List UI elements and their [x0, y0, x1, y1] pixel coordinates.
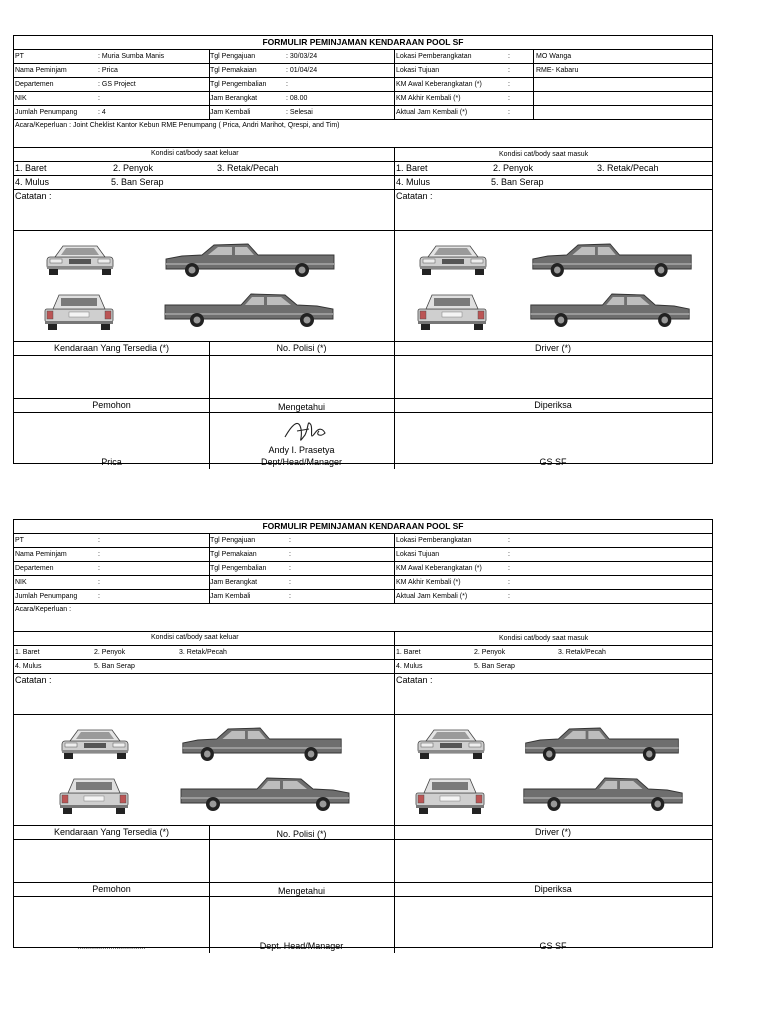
label-jam-berangkat: Jam Berangkat: [210, 579, 258, 586]
label-jam-kembali: Jam Kembali: [210, 109, 251, 116]
car-side-view-right[interactable]: [527, 289, 693, 331]
approval-labels-row: [14, 399, 712, 413]
label-tgl-pengajuan: Tgl Pengajuan: [210, 53, 256, 60]
signature-row: [14, 413, 712, 469]
colon: :: [508, 537, 510, 544]
kondisi-options-row-2: [14, 660, 712, 674]
colon: :: [508, 67, 510, 74]
vehicle-values-row: [14, 356, 712, 399]
car-side-view-right[interactable]: [177, 773, 353, 815]
car-rear-view[interactable]: [39, 291, 119, 331]
signature-row: [14, 897, 712, 953]
value-tgl-pengembalian[interactable]: :: [286, 81, 288, 88]
colon: :: [508, 95, 510, 102]
label-lokasi-tujuan: Lokasi Tujuan: [396, 551, 440, 558]
option-baret[interactable]: 1. Baret: [396, 649, 421, 656]
value-nik[interactable]: :: [98, 95, 100, 102]
pemohon-label: Pemohon: [92, 884, 131, 894]
car-front-view[interactable]: [412, 725, 490, 761]
option-ban-serap[interactable]: 5. Ban Serap: [94, 663, 135, 670]
label-jumlah-penumpang: Jumlah Penumpang: [15, 593, 78, 600]
info-row-nama: [14, 548, 712, 562]
value-tgl-pengajuan[interactable]: :: [289, 537, 291, 544]
car-side-view-right[interactable]: [520, 773, 686, 815]
form-title: FORMULIR PEMINJAMAN KENDARAAN POOL SF: [14, 36, 712, 50]
label-lokasi-tujuan: Lokasi Tujuan: [396, 67, 440, 74]
label-nik: NIK: [15, 579, 27, 586]
value-lokasi-pemberangkatan[interactable]: MO Wanga: [536, 53, 572, 60]
label-nik: NIK: [15, 95, 27, 102]
diperiksa-label: Diperiksa: [534, 884, 572, 894]
vehicle-values-row: [14, 840, 712, 883]
info-row-penumpang: [14, 106, 712, 120]
value-jam-berangkat[interactable]: : 08.00: [286, 95, 308, 102]
vehicle-diagram-row: [14, 715, 712, 826]
value-jam-berangkat[interactable]: :: [289, 579, 291, 586]
label-pt: PT: [15, 53, 24, 60]
car-rear-view[interactable]: [410, 775, 490, 815]
kondisi-header-row: [14, 148, 712, 162]
label-jumlah-penumpang: Jumlah Penumpang: [15, 109, 78, 116]
label-tgl-pengembalian: Tgl Pengembalian: [210, 81, 267, 88]
info-row-pt: [14, 534, 712, 548]
no-polisi-label: No. Polisi (*): [276, 343, 327, 353]
driver-label: Driver (*): [535, 343, 571, 353]
value-tgl-pengembalian[interactable]: :: [289, 565, 291, 572]
label-departemen: Departemen: [15, 81, 54, 88]
pemohon-signature-line[interactable]: ...................................: [77, 944, 146, 951]
car-front-view[interactable]: [41, 241, 119, 277]
info-row-departemen: [14, 562, 712, 576]
catatan-row: [14, 190, 712, 231]
kondisi-options-row-1: [14, 162, 712, 176]
option-ban-serap[interactable]: 5. Ban Serap: [491, 177, 544, 187]
kondisi-options-row-2: [14, 176, 712, 190]
option-mulus[interactable]: 4. Mulus: [396, 177, 431, 187]
vehicle-labels-row: [14, 826, 712, 840]
label-aktual-jam-kembali: Aktual Jam Kembali (*): [396, 109, 468, 116]
kondisi-keluar-label: Kondisi cat/body saat keluar: [151, 150, 239, 157]
label-nama-peminjam: Nama Peminjam: [15, 67, 67, 74]
dept-head-label: Dept. Head/Manager: [259, 941, 344, 951]
car-front-view[interactable]: [414, 241, 492, 277]
pemohon-label: Pemohon: [92, 400, 131, 410]
label-departemen: Departemen: [15, 565, 54, 572]
car-side-view[interactable]: [179, 723, 345, 763]
label-km-awal: KM Awal Keberangkatan (*): [396, 565, 482, 572]
kondisi-masuk-label: Kondisi cat/body saat masuk: [499, 635, 589, 642]
acara-keperluan[interactable]: Acara/Keperluan : Joint Cheklist Kantor Kebun RME Penumpang ( Prica, Andri Marihot, Qrespi, and Tim): [14, 120, 712, 148]
label-km-awal: KM Awal Keberangkatan (*): [396, 81, 482, 88]
option-mulus[interactable]: 4. Mulus: [396, 663, 423, 670]
label-km-akhir: KM Akhir Kembali (*): [396, 579, 461, 586]
car-side-view[interactable]: [529, 239, 695, 279]
kondisi-options-row-1: [14, 646, 712, 660]
label-tgl-pengajuan: Tgl Pengajuan: [210, 537, 256, 544]
option-penyok[interactable]: 2. Penyok: [113, 163, 154, 173]
option-baret[interactable]: 1. Baret: [396, 163, 428, 173]
catatan-keluar-label[interactable]: Catatan :: [15, 675, 52, 685]
catatan-keluar-label[interactable]: Catatan :: [15, 191, 52, 201]
signer-name: Andy I. Prasetya: [268, 445, 335, 455]
option-baret[interactable]: 1. Baret: [15, 163, 47, 173]
colon: :: [508, 565, 510, 572]
kendaraan-tersedia-label: Kendaraan Yang Tersedia (*): [53, 343, 170, 353]
colon: :: [508, 81, 510, 88]
colon: :: [508, 551, 510, 558]
mengetahui-label: Mengetahui: [277, 886, 326, 896]
value-pt[interactable]: : Muria Sumba Manis: [98, 53, 165, 60]
colon: :: [508, 593, 510, 600]
driver-label: Driver (*): [535, 827, 571, 837]
option-ban-serap[interactable]: 5. Ban Serap: [474, 663, 515, 670]
gs-sf-label: GS SF: [539, 457, 567, 467]
label-tgl-pemakaian: Tgl Pemakaian: [210, 551, 257, 558]
label-pt: PT: [15, 537, 24, 544]
value-departemen[interactable]: : GS Project: [98, 81, 136, 88]
value-tgl-pengajuan[interactable]: : 30/03/24: [286, 53, 318, 60]
catatan-row: [14, 674, 712, 715]
value-pt[interactable]: :: [98, 537, 100, 544]
option-penyok[interactable]: 2. Penyok: [493, 163, 534, 173]
catatan-masuk-label[interactable]: Catatan :: [396, 675, 433, 685]
form-title: FORMULIR PEMINJAMAN KENDARAAN POOL SF: [14, 520, 712, 534]
option-ban-serap[interactable]: 5. Ban Serap: [111, 177, 164, 187]
label-lokasi-pemberangkatan: Lokasi Pemberangkatan: [396, 53, 472, 60]
dept-head-label: Dept/Head/Manager: [260, 457, 343, 467]
value-jumlah-penumpang[interactable]: : 4: [98, 109, 106, 116]
label-nama-peminjam: Nama Peminjam: [15, 551, 67, 558]
value-jumlah-penumpang[interactable]: :: [98, 593, 100, 600]
vehicle-loan-form-filled: [13, 35, 713, 467]
info-row-nik: [14, 576, 712, 590]
value-departemen[interactable]: :: [98, 565, 100, 572]
label-aktual-jam-kembali: Aktual Jam Kembali (*): [396, 593, 468, 600]
colon: :: [508, 579, 510, 586]
car-side-view[interactable]: [162, 239, 338, 279]
diperiksa-label: Diperiksa: [534, 400, 572, 410]
label-km-akhir: KM Akhir Kembali (*): [396, 95, 461, 102]
option-penyok[interactable]: 2. Penyok: [474, 649, 506, 656]
info-row-nik: [14, 92, 712, 106]
vehicle-labels-row: [14, 342, 712, 356]
vehicle-loan-form-blank: [13, 519, 713, 951]
value-lokasi-tujuan[interactable]: RME- Kabaru: [536, 67, 579, 74]
label-jam-kembali: Jam Kembali: [210, 593, 251, 600]
car-side-view[interactable]: [522, 723, 682, 763]
car-side-view-right[interactable]: [161, 289, 337, 331]
acara-keperluan[interactable]: Acara/Keperluan :: [14, 604, 712, 632]
car-rear-view[interactable]: [412, 291, 492, 331]
catatan-masuk-label[interactable]: Catatan :: [396, 191, 433, 201]
kondisi-masuk-label: Kondisi cat/body saat masuk: [499, 151, 589, 158]
option-penyok[interactable]: 2. Penyok: [94, 649, 126, 656]
option-retak-pecah[interactable]: 3. Retak/Pecah: [217, 163, 279, 173]
colon: :: [508, 53, 510, 60]
info-row-nama: [14, 64, 712, 78]
option-retak-pecah[interactable]: 3. Retak/Pecah: [179, 649, 227, 656]
label-tgl-pengembalian: Tgl Pengembalian: [210, 565, 267, 572]
value-nama-peminjam[interactable]: :: [98, 551, 100, 558]
no-polisi-label: No. Polisi (*): [276, 829, 327, 839]
label-jam-berangkat: Jam Berangkat: [210, 95, 258, 102]
handwritten-signature: [279, 415, 331, 447]
kendaraan-tersedia-label: Kendaraan Yang Tersedia (*): [53, 827, 170, 837]
option-retak-pecah[interactable]: 3. Retak/Pecah: [597, 163, 659, 173]
value-tgl-pemakaian[interactable]: :: [289, 551, 291, 558]
info-row-pt: [14, 50, 712, 64]
kondisi-header-row: [14, 632, 712, 646]
value-tgl-pemakaian[interactable]: : 01/04/24: [286, 67, 318, 74]
value-jam-kembali[interactable]: : Selesai: [286, 109, 313, 116]
label-lokasi-pemberangkatan: Lokasi Pemberangkatan: [396, 537, 472, 544]
pemohon-name: Prica: [101, 457, 122, 467]
approval-labels-row: [14, 883, 712, 897]
value-jam-kembali[interactable]: :: [289, 593, 291, 600]
option-mulus[interactable]: 4. Mulus: [15, 177, 50, 187]
info-row-penumpang: [14, 590, 712, 604]
mengetahui-label: Mengetahui: [277, 402, 326, 412]
info-row-departemen: [14, 78, 712, 92]
car-front-view[interactable]: [56, 725, 134, 761]
gs-sf-label: GS SF: [539, 941, 567, 951]
colon: :: [508, 109, 510, 116]
kondisi-keluar-label: Kondisi cat/body saat keluar: [151, 634, 239, 641]
vehicle-diagram-row: [14, 231, 712, 342]
option-mulus[interactable]: 4. Mulus: [15, 663, 42, 670]
value-nama-peminjam[interactable]: : Prica: [98, 67, 118, 74]
option-baret[interactable]: 1. Baret: [15, 649, 40, 656]
car-rear-view[interactable]: [54, 775, 134, 815]
value-nik[interactable]: :: [98, 579, 100, 586]
option-retak-pecah[interactable]: 3. Retak/Pecah: [558, 649, 606, 656]
label-tgl-pemakaian: Tgl Pemakaian: [210, 67, 257, 74]
